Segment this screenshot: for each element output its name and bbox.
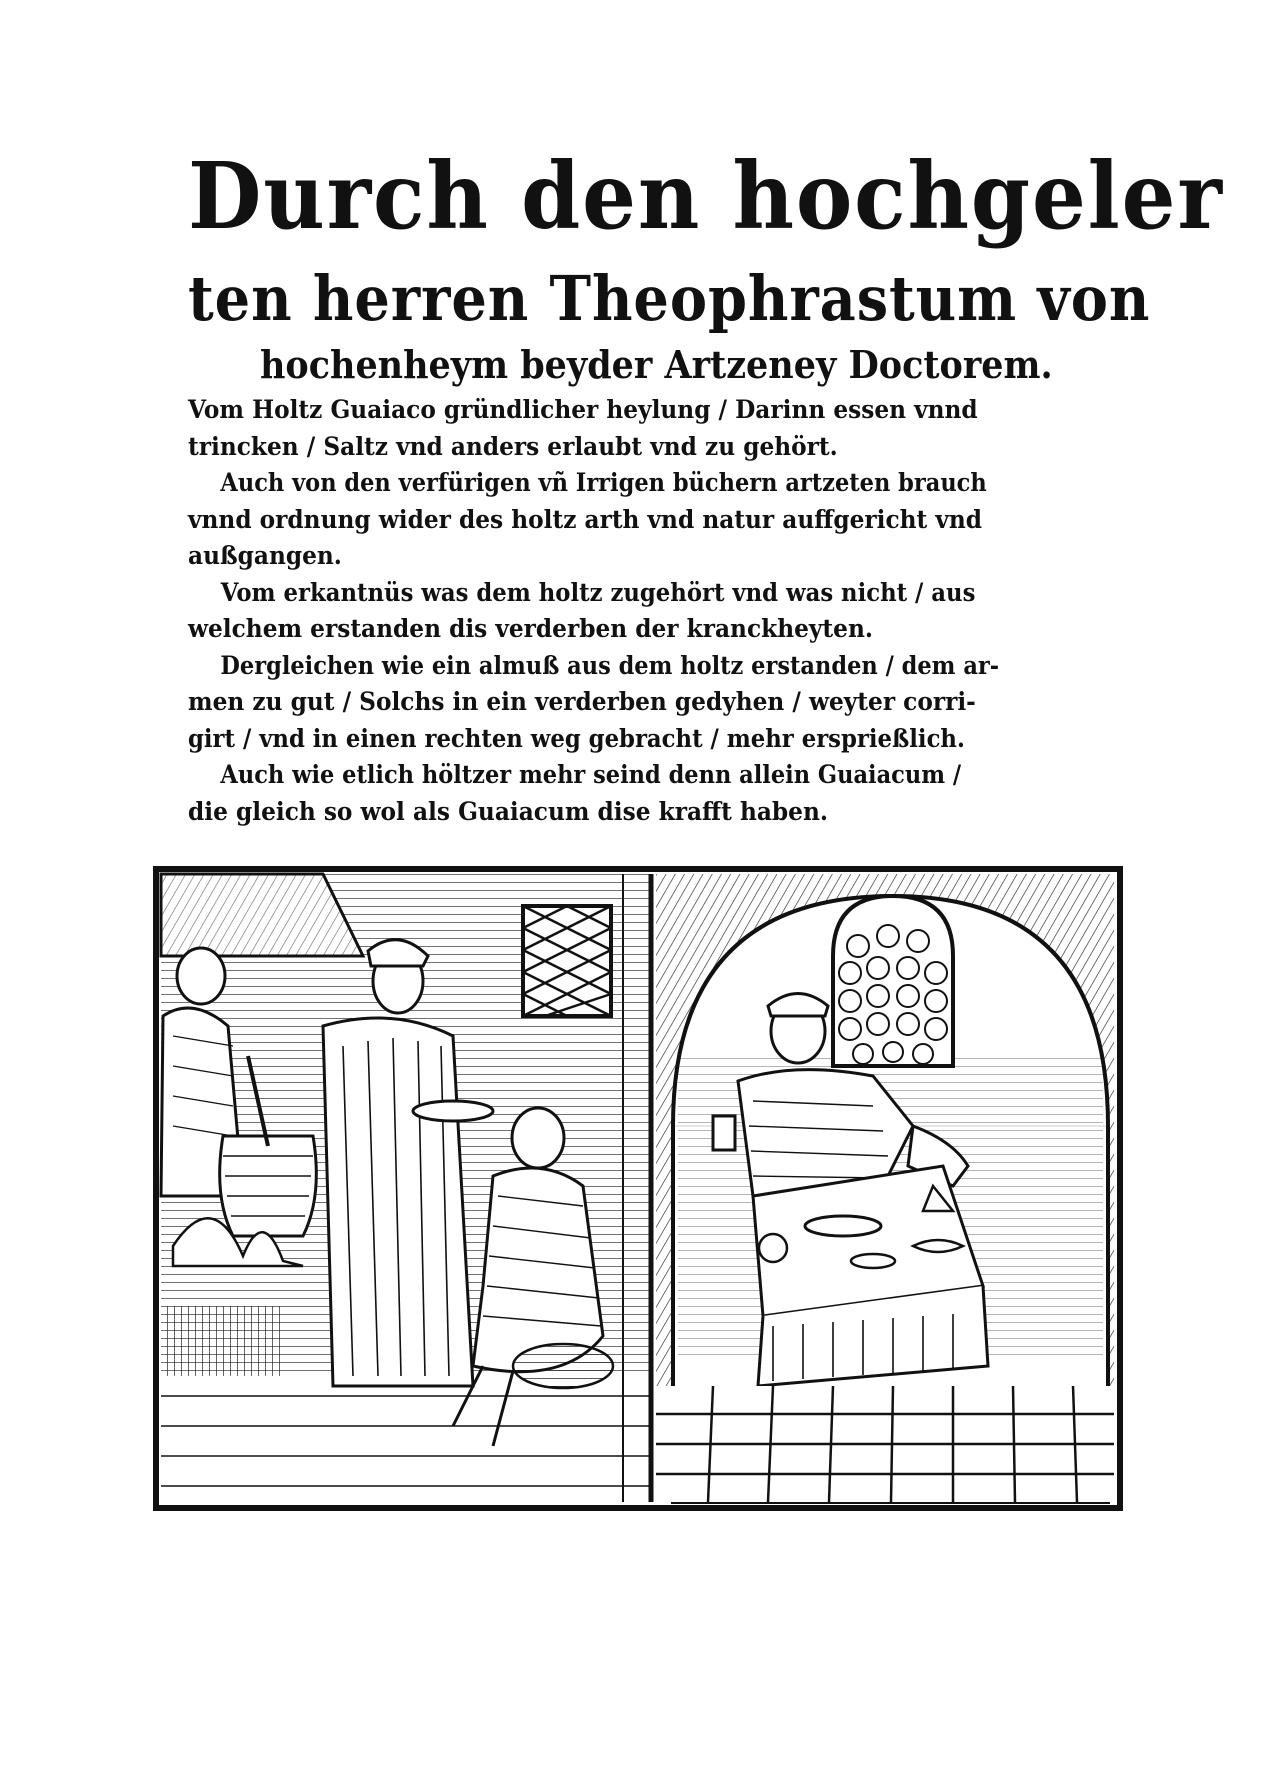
title-line-2: ten herren Theophrastum von xyxy=(188,262,1151,335)
left-panel-kitchen xyxy=(161,874,649,1502)
plate xyxy=(413,1101,493,1121)
body-line: welchem erstanden dis verderben der kranckheyten. xyxy=(188,614,873,643)
body-line: Auch von den verfürigen vñ Irrigen büchern artzeten brauch xyxy=(220,468,987,497)
bullseye-window xyxy=(833,896,953,1066)
title-line-3: hochenheym beyder Artzeney Doctorem. xyxy=(260,342,1053,387)
drinking-glass xyxy=(713,1116,735,1150)
body-line: Vom erkantnüs was dem holtz zugehört vnd was nicht / aus xyxy=(220,577,976,607)
body-line: men zu gut / Solchs in ein verderben gedyhen / weyter corri- xyxy=(188,687,976,716)
right-panel-dining xyxy=(656,874,1114,1502)
body-line: die gleich so wol als Guaiacum dise krafft haben. xyxy=(188,796,828,826)
body-line: Dergleichen wie ein almuß aus dem holtz erstanden / dem ar- xyxy=(220,650,1000,680)
tiled-floor xyxy=(656,1386,1114,1502)
body-line: trincken / Saltz vnd anders erlaubt vnd zu gehört. xyxy=(188,431,838,461)
woodcut-illustration xyxy=(153,866,1123,1511)
table xyxy=(753,1166,988,1386)
body-line: Auch wie etlich höltzer mehr seind denn allein Guaiacum / xyxy=(220,760,962,789)
body-line: außgangen. xyxy=(188,541,342,570)
body-line: vnnd ordnung wider des holtz arth vnd natur auffgericht vnd xyxy=(188,504,983,534)
body-line: girt / vnd in einen rechten weg gebracht / mehr ersprießlich. xyxy=(188,723,965,753)
body-line: Vom Holtz Guaiaco gründlicher heylung / Darinn essen vnnd xyxy=(188,395,978,424)
lattice-window xyxy=(523,906,611,1016)
title-line-1: Durch den hochgeler xyxy=(188,142,1224,250)
body-text xyxy=(188,392,1088,830)
